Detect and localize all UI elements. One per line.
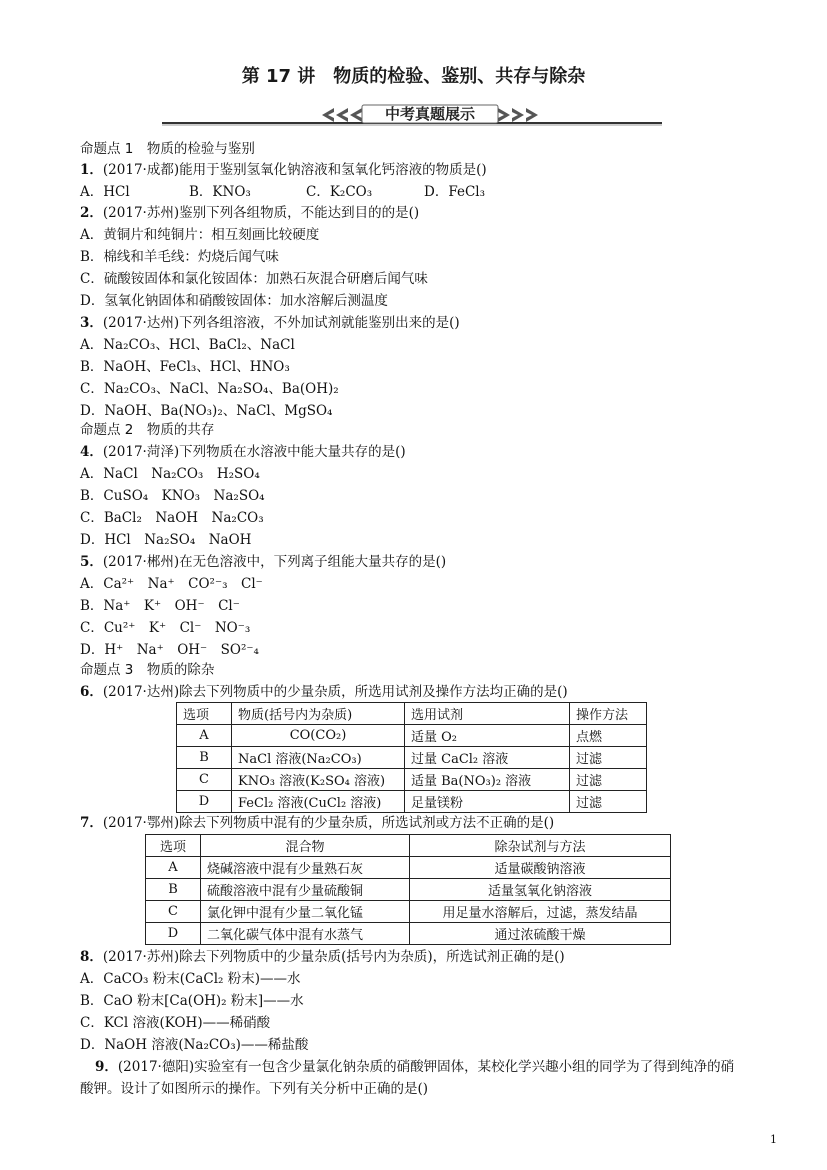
table-cell: CO(CO₂): [232, 725, 405, 747]
option-b: B．Na⁺ K⁺ OH⁻ Cl⁻: [80, 598, 240, 614]
table-row: [177, 791, 647, 813]
table-cell: D: [177, 791, 232, 813]
option-a: A．黄铜片和纯铜片：相互刻画比较硬度: [80, 227, 320, 243]
option-d: D．FeCl₃: [424, 184, 486, 200]
option-c: C．硫酸铵固体和氯化铵固体：加熟石灰混合研磨后闻气味: [80, 271, 428, 287]
option-d: D．氢氧化钠固体和硝酸铵固体：加水溶解后测温度: [80, 293, 388, 309]
option-a: A．Ca²⁺ Na⁺ CO²⁻₃ Cl⁻: [80, 576, 263, 592]
option-b: B．CaO 粉末[Ca(OH)₂ 粉末]——水: [80, 993, 304, 1009]
table-header: 混合物: [201, 835, 410, 857]
table-header: 操作方法: [570, 703, 647, 725]
table-cell: D: [146, 923, 201, 945]
table-cell: 过滤: [570, 791, 647, 813]
table-cell: 点燃: [570, 725, 647, 747]
table-cell: 过滤: [570, 747, 647, 769]
question-8: [80, 947, 565, 967]
option-a: A．CaCO₃ 粉末(CaCl₂ 粉末)——水: [80, 971, 301, 987]
q6-table: [176, 702, 647, 813]
table-header-row: [177, 703, 647, 725]
option-c: C．Na₂CO₃、NaCl、Na₂SO₄、Ba(OH)₂: [80, 381, 339, 397]
question-number: 1．: [80, 162, 103, 178]
option-d: D．H⁺ Na⁺ OH⁻ SO²⁻₄: [80, 642, 259, 658]
page-number: 1: [770, 1133, 777, 1146]
table-cell: FeCl₂ 溶液(CuCl₂ 溶液): [232, 791, 405, 813]
option-b: B．NaOH、FeCl₃、HCl、HNO₃: [80, 359, 290, 375]
table-row: [146, 879, 671, 901]
option-d: D．HCl Na₂SO₄ NaOH: [80, 532, 252, 548]
option-a: A．NaCl Na₂CO₃ H₂SO₄: [80, 466, 260, 482]
table-cell: NaCl 溶液(Na₂CO₃): [232, 747, 405, 769]
table-cell: C: [146, 901, 201, 923]
table-cell: 适量氢氧化钠溶液: [410, 879, 671, 901]
question-number: 9．: [95, 1059, 118, 1075]
table-header: 除杂试剂与方法: [410, 835, 671, 857]
section-heading-1: 命题点 1 物质的检验与鉴别: [80, 141, 255, 157]
table-cell: A: [177, 725, 232, 747]
option-c: C．BaCl₂ NaOH Na₂CO₃: [80, 510, 264, 526]
question-1-options: [80, 182, 485, 202]
question-stem: (2017·郴州)在无色溶液中，下列离子组能大量共存的是(): [102, 554, 447, 570]
banner-label: 中考真题展示: [384, 105, 476, 123]
table-cell: 适量 O₂: [405, 725, 570, 747]
question-1: [80, 160, 487, 180]
question-number: 6．: [80, 684, 103, 700]
table-row: [177, 725, 647, 747]
table-header-row: [146, 835, 671, 857]
table-cell: 硫酸溶液中混有少量硫酸铜: [201, 879, 410, 901]
question-number: 7．: [80, 815, 103, 831]
table-row: [177, 747, 647, 769]
section-heading-2: 命题点 2 物质的共存: [80, 422, 215, 438]
option-b: B．CuSO₄ KNO₃ Na₂SO₄: [80, 488, 265, 504]
table-header: 物质(括号内为杂质): [232, 703, 405, 725]
question-number: 3．: [80, 315, 103, 331]
question-stem: (2017·苏州)除去下列物质中的少量杂质(括号内为杂质)，所选试剂正确的是(): [102, 949, 565, 965]
table-cell: 适量碳酸钠溶液: [410, 857, 671, 879]
table-cell: B: [177, 747, 232, 769]
question-3: [80, 313, 460, 333]
question-stem: (2017·达州)除去下列物质中的少量杂质，所选用试剂及操作方法均正确的是(): [102, 684, 568, 700]
section-heading-3: 命题点 3 物质的除杂: [80, 662, 215, 678]
option-b: B．KNO₃: [189, 184, 251, 200]
right-chevrons-icon: [498, 108, 538, 122]
table-row: [146, 923, 671, 945]
question-stem: (2017·苏州)鉴别下列各组物质，不能达到目的的是(): [102, 205, 420, 221]
option-a: A．Na₂CO₃、HCl、BaCl₂、NaCl: [80, 337, 295, 353]
question-9: [95, 1057, 734, 1077]
table-cell: C: [177, 769, 232, 791]
table-cell: 氯化钾中混有少量二氧化锰: [201, 901, 410, 923]
table-header: 选项: [146, 835, 201, 857]
option-b: B．棉线和羊毛线：灼烧后闻气味: [80, 249, 279, 265]
table-cell: 通过浓硫酸干燥: [410, 923, 671, 945]
question-6: [80, 682, 568, 702]
question-stem: (2017·德阳)实验室有一包含少量氯化钠杂质的硝酸钾固体，某校化学兴趣小组的同学为了得到纯净的硝: [117, 1059, 735, 1075]
option-d: D．NaOH 溶液(Na₂CO₃)——稀盐酸: [80, 1037, 309, 1053]
option-c: C．K₂CO₃: [306, 184, 373, 200]
table-cell: B: [146, 879, 201, 901]
question-number: 2．: [80, 205, 103, 221]
table-row: [146, 857, 671, 879]
question-stem: (2017·成都)能用于鉴别氢氧化钠溶液和氢氧化钙溶液的物质是(): [102, 162, 487, 178]
table-cell: A: [146, 857, 201, 879]
table-row: [177, 769, 647, 791]
question-stem: (2017·鄂州)除去下列物质中混有的少量杂质，所选试剂或方法不正确的是(): [102, 815, 555, 831]
table-cell: 适量 Ba(NO₃)₂ 溶液: [405, 769, 570, 791]
question-4: [80, 442, 406, 462]
question-stem: (2017·达州)下列各组溶液，不外加试剂就能鉴别出来的是(): [102, 315, 460, 331]
option-c: C．Cu²⁺ K⁺ Cl⁻ NO⁻₃: [80, 620, 251, 636]
table-cell: 二氧化碳气体中混有水蒸气: [201, 923, 410, 945]
option-a: A．HCl: [80, 184, 130, 200]
question-number: 5．: [80, 554, 103, 570]
question-5: [80, 552, 446, 572]
q7-table: [145, 834, 671, 945]
table-header: 选用试剂: [405, 703, 570, 725]
section-banner: [162, 104, 662, 126]
table-cell: 足量镁粉: [405, 791, 570, 813]
table-cell: 烧碱溶液中混有少量熟石灰: [201, 857, 410, 879]
question-number: 8．: [80, 949, 103, 965]
table-cell: KNO₃ 溶液(K₂SO₄ 溶液): [232, 769, 405, 791]
option-c: C．KCl 溶液(KOH)——稀硝酸: [80, 1015, 271, 1031]
page-title: 第 17 讲 物质的检验、鉴别、共存与除杂: [241, 66, 586, 87]
table-cell: 用足量水溶解后，过滤，蒸发结晶: [410, 901, 671, 923]
question-9-continued: 酸钾。设计了如图所示的操作。下列有关分析中正确的是(): [80, 1081, 429, 1097]
table-cell: 过量 CaCl₂ 溶液: [405, 747, 570, 769]
table-cell: 过滤: [570, 769, 647, 791]
table-row: [146, 901, 671, 923]
option-d: D．NaOH、Ba(NO₃)₂、NaCl、MgSO₄: [80, 403, 333, 419]
question-stem: (2017·菏泽)下列物质在水溶液中能大量共存的是(): [102, 444, 406, 460]
question-7: [80, 813, 554, 833]
question-2: [80, 203, 419, 223]
question-number: 4．: [80, 444, 103, 460]
left-chevrons-icon: [322, 108, 362, 122]
table-header: 选项: [177, 703, 232, 725]
